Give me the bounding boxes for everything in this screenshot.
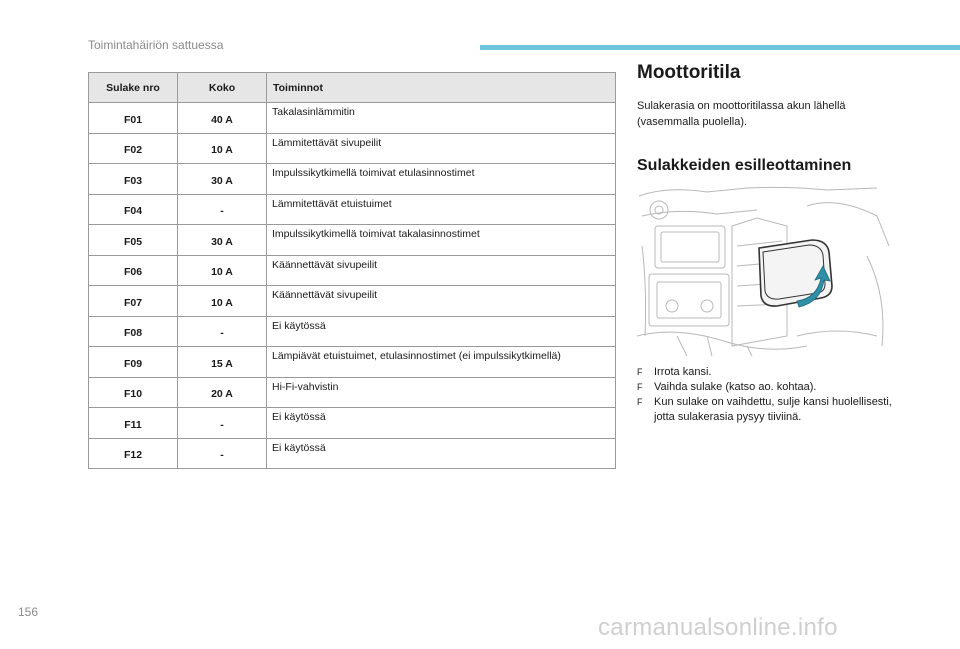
step-text: Kun sulake on vaihdettu, sulje kansi huolellisesti, jotta sulakerasia pysyy tiiviinä.	[654, 396, 892, 423]
fuse-number: F10	[89, 377, 178, 408]
fuse-function: Lämmitettävät etuistuimet	[267, 194, 616, 225]
fuse-function: Hi-Fi-vahvistin	[267, 377, 616, 408]
fuse-function: Ei käytössä	[267, 316, 616, 347]
fuse-number: F07	[89, 286, 178, 317]
table-row	[89, 286, 616, 317]
fuse-size: 30 A	[178, 225, 267, 256]
table-row	[89, 194, 616, 225]
page-number: 156	[18, 605, 39, 619]
table-row	[89, 164, 616, 195]
fuse-size: 10 A	[178, 133, 267, 164]
fuse-function: Lämmitettävät sivupeilit	[267, 133, 616, 164]
fuse-number: F04	[89, 194, 178, 225]
fuse-number: F03	[89, 164, 178, 195]
fuse-number: F12	[89, 438, 178, 469]
step-text: Vaihda sulake (katso ao. kohtaa).	[654, 381, 817, 393]
fuse-size: -	[178, 194, 267, 225]
fuse-function: Käännettävät sivupeilit	[267, 255, 616, 286]
list-item	[637, 365, 907, 380]
table-row	[89, 103, 616, 134]
fuse-size: -	[178, 408, 267, 439]
fuse-box-illustration	[637, 186, 892, 358]
chapter-accent-bar	[480, 45, 960, 50]
fuse-function: Impulssikytkimellä toimivat etulasinnostimet	[267, 164, 616, 195]
fuse-number: F06	[89, 255, 178, 286]
list-item	[637, 395, 907, 425]
fuse-function: Käännettävät sivupeilit	[267, 286, 616, 317]
fuse-number: F08	[89, 316, 178, 347]
table-row	[89, 133, 616, 164]
fuse-number: F05	[89, 225, 178, 256]
fuse-function: Ei käytössä	[267, 408, 616, 439]
fuse-size: 20 A	[178, 377, 267, 408]
table-row	[89, 347, 616, 378]
list-item	[637, 380, 907, 395]
fuse-size: 10 A	[178, 255, 267, 286]
chapter-title: Toimintahäiriön sattuessa	[88, 38, 224, 52]
fuse-function: Ei käytössä	[267, 438, 616, 469]
fuse-size: -	[178, 316, 267, 347]
column-header-fuse-number: Sulake nro	[89, 73, 178, 103]
step-list	[637, 365, 907, 425]
fuse-function: Lämpiävät etuistuimet, etulasinnostimet (ei impulssikytkimellä)	[267, 347, 616, 378]
watermark: carmanualsonline.info	[598, 614, 838, 641]
fuse-size: 30 A	[178, 164, 267, 195]
table-row	[89, 408, 616, 439]
fuse-function: Takalasinlämmitin	[267, 103, 616, 134]
column-header-size: Koko	[178, 73, 267, 103]
table-row	[89, 438, 616, 469]
bullet-icon: F	[637, 382, 643, 392]
table-row	[89, 316, 616, 347]
fuse-number: F11	[89, 408, 178, 439]
fuse-number: F01	[89, 103, 178, 134]
bullet-icon: F	[637, 367, 643, 377]
subsection-title: Sulakkeiden esilleottaminen	[637, 157, 852, 174]
fuse-number: F02	[89, 133, 178, 164]
fuse-number: F09	[89, 347, 178, 378]
table-row	[89, 377, 616, 408]
fuse-size: 10 A	[178, 286, 267, 317]
table-row	[89, 255, 616, 286]
fuse-size: 15 A	[178, 347, 267, 378]
engine-compartment-section	[637, 62, 907, 423]
fuse-table	[88, 72, 616, 469]
column-header-functions: Toiminnot	[267, 73, 616, 103]
section-intro: Sulakerasia on moottoritilassa akun lähellä (vasemmalla puolella).	[637, 100, 846, 128]
section-title: Moottoritila	[637, 62, 741, 83]
table-row	[89, 225, 616, 256]
step-text: Irrota kansi.	[654, 366, 712, 378]
bullet-icon: F	[637, 397, 643, 407]
fuse-function: Impulssikytkimellä toimivat takalasinnostimet	[267, 225, 616, 256]
fuse-size: -	[178, 438, 267, 469]
fuse-table-header-row	[89, 73, 616, 103]
fuse-size: 40 A	[178, 103, 267, 134]
